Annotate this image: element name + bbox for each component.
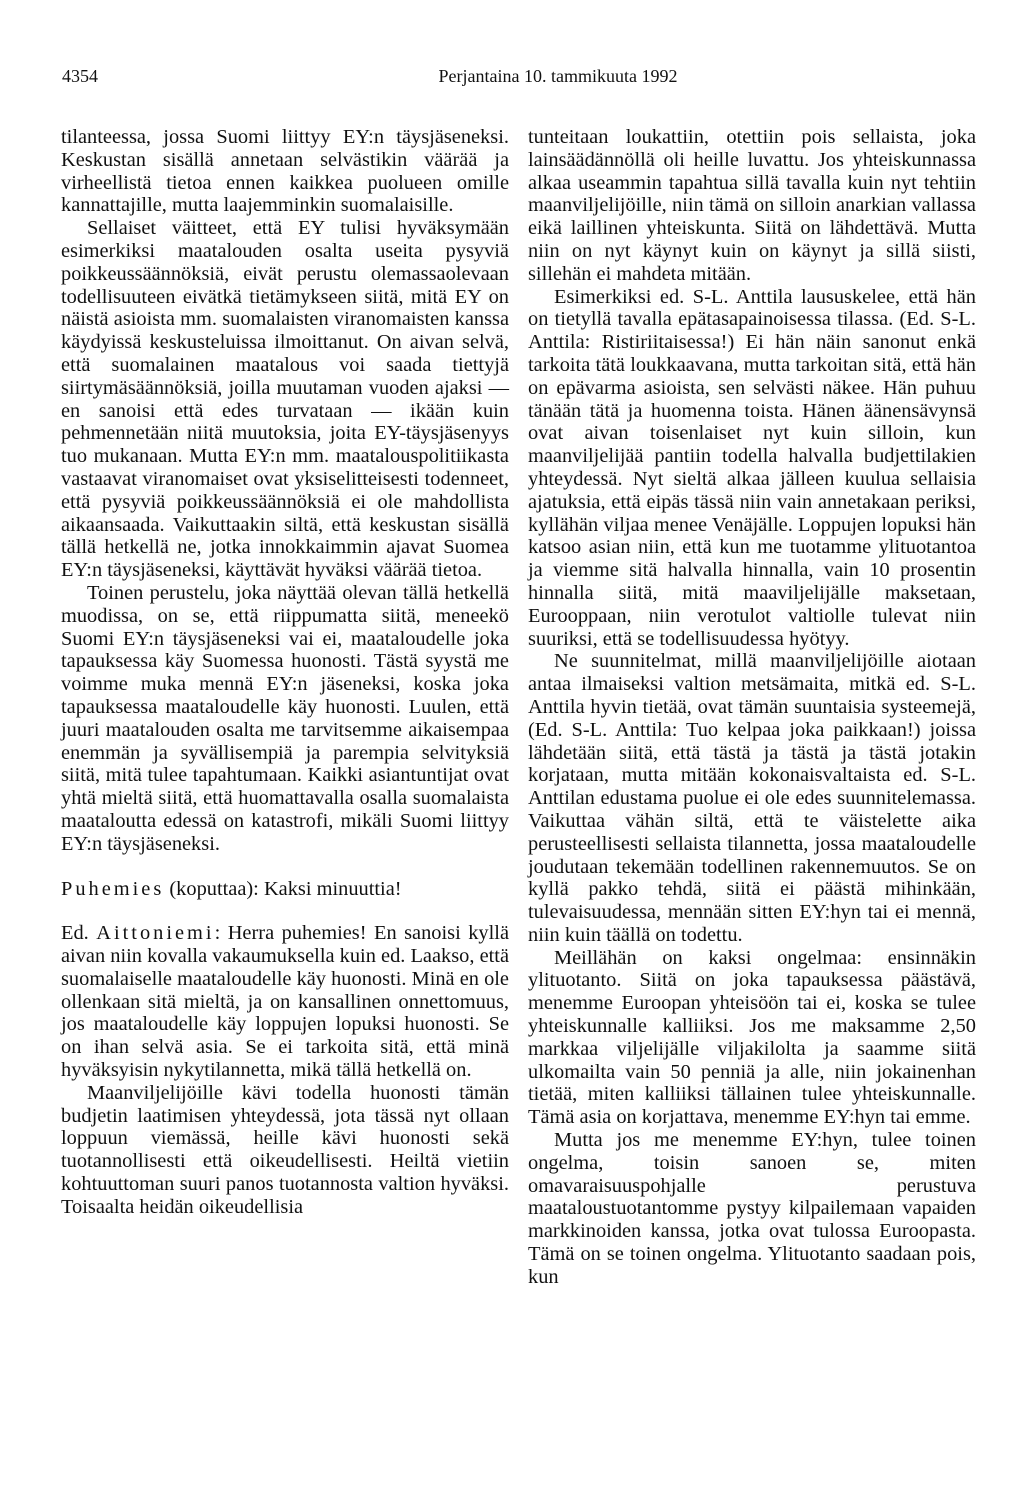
paragraph: Toinen perustelu, joka näyttää olevan tällä hetkellä muodissa, on se, että riippumatta siitä, meneekö Suomi EY:n täysjäseneksi vai ei, maataloudelle joka tapauksessa käy Suomessa huonosti. Tästä syystä me voimme muka mennä EY:n jäseneksi, koska joka tapauksessa maataloudelle käy huonosti. Luulen, että juuri maatalouden osalta me tarvitsemme aikaisempaa enemmän ja syvällisempiä ja parempia selvityksiä siitä, mitä tulee tapahtumaan. Kaikki asiantuntijat ovat yhtä mieltä siitä, että huomattavalla osalla suomalaista maataloutta edessä on katastrofi, mikäli Suomi liittyy EY:n täysjäseneksi. <box>61 581 509 855</box>
page-header <box>62 66 970 90</box>
paragraph: Esimerkiksi ed. S-L. Anttila laususkelee, että hän on tietyllä tavalla epätasapainoisessa tilassa. (Ed. S-L. Anttila: Ristiriitaisessa!) Ei hän näin sanonut enkä tarkoita tätä loukkaavana, mutta tarkoitan sitä, että hän on epävarma asioista, sen selvästi näkee. Hän puhuu tänään tätä ja huomenna toista. Hänen äänensävynsä ovat aivan toisenlaiset nyt kuin silloin, kun maanviljelijää pantiin todella halvalla budjettilakien yhteydessä. Nyt sieltä alkaa jälleen kuulua sellaisia ajatuksia, että eipäs tässä niin vain annetakaan periksi, kyllähän viljaa menee Venäjälle. Loppujen lopuksi hän katsoo asian niin, että kun me tuotamme ylituotantoa ja viemme sitä halvalla hinnalla, vain 10 prosentin hinnalla siitä, mitä maaviljelijälle maksetaan, Eurooppaan, niin verotulot valtiolle tulevat niin suuriksi, että se todellisuudessa hyötyy. <box>528 285 976 650</box>
paragraph: Maanviljelijöille kävi todella huonosti tämän budjetin laatimisen yhteydessä, jota tässä nyt ollaan loppuun viemässä, heille kävi huonosti sekä tuotannollisesti että oikeudellisesti. Heiltä vietiin kohtuuttoman suuri panos tuotannosta valtion hyväksi. Toisaalta heidän oikeudellisia <box>61 1081 509 1218</box>
paragraph: Ne suunnitelmat, millä maanviljelijöille aiotaan antaa ilmaiseksi valtion metsämaita, mitkä ed. S-L. Anttila hyvin tietää, ovat tämän suuntaisia systeemejä, (Ed. S-L. Anttila: Tuo kelpaa joka paikkaan!) joissa lähdetään siitä, että tästä ja tästä ja tästä jotakin korjataan, mutta mitään kokonaisvaltaista ed. S-L. Anttilan edustama puolue ei ole edes suunnitelemassa. Vaikuttaa vähän siltä, että te väistelette aika perusteellisesti sellaista tilannetta, jossa maataloudelle joudutaan tekemään todellinen rakennemuutos. Se on kyllä pakko tehdä, siitä ei päästä mihinkään, tulevaisuudessa, mennään sitten EY:hyn tai ei mennä, niin kuin täällä on todettu. <box>528 650 976 946</box>
left-column <box>61 126 509 1219</box>
speaker-turn <box>61 878 509 901</box>
running-head: Perjantaina 10. tammikuuta 1992 <box>438 66 678 86</box>
paragraph: tilanteessa, jossa Suomi liittyy EY:n täysjäseneksi. Keskustan sisällä annetaan selvästikin väärää ja virheellistä tietoa ennen kaikkea puolueen omille kannattajille, mutta laajemminkin suomalaisille. <box>61 126 509 217</box>
speaker-text: (koputtaa): Kaksi minuuttia! <box>164 877 402 900</box>
speaker-turn <box>61 922 509 1082</box>
speaker-name: Aittoniemi <box>96 922 215 945</box>
right-column <box>528 126 976 1289</box>
paragraph: Mutta jos me menemme EY:hyn, tulee toinen ongelma, toisin sanoen se, miten omavaraisuuspohjalle perustuva maataloustuotantomme pystyy kilpailemaan vapaiden markkinoiden kanssa, jotka ovat tulossa Euroopasta. Tämä on se toinen ongelma. Ylituotanto saadaan pois, kun <box>528 1129 976 1288</box>
speaker-name: Puhemies <box>61 877 165 900</box>
speaker-prefix: Ed. <box>61 922 97 945</box>
paragraph: Sellaiset väitteet, että EY tulisi hyväksymään esimerkiksi maatalouden osalta useita pysyviä poikkeussäännöksiä, eivät perustu olemassaolevaan todellisuuteen eivätkä tietämykseen siitä, mitä EY on näistä asioista mm. suomalaisten viranomaisten kanssa käydyissä keskusteluissa ilmoittanut. On aivan selvä, että suomalainen maatalous voi saada tiettyjä siirtymäsäännöksiä, joilla muutaman vuoden ajaksi — en sanoisi että edes turvataan — ikään kuin pehmennetään niitä muutoksia, joita EY-täysjäsenyys tuo mukanaan. Mutta EY:n mm. maatalouspolitiikasta vastaavat viranomaiset ovat yksiselitteisesti todenneet, että pysyviä poikkeussäännöksiä ei ole mahdollista aikaansaada. Vaikuttaakin siltä, että keskustan sisällä tällä hetkellä ne, jotka innokkaimmin ajavat Suomea EY:n täysjäseneksi, käyttävät hyväksi väärää tietoa. <box>61 217 509 582</box>
page-number: 4354 <box>62 66 98 86</box>
speaker-text: : Herra puhemies! En sanoisi kyllä aivan niin kovalla vakaumuksella kuin ed. Laakso, että suomalaiselle maataloudelle käy huonosti. Minä en ole ollenkaan sitä mieltä, ja on kansallinen onnettomuus, jos maataloudelle käy loppujen lopuksi huonosti. Se on ihan selvä asia. Se ei tarkoita sitä, että minä hyväksyisin nykytilannetta, mikä tällä hetkellä on. <box>61 922 509 1082</box>
paragraph: Meillähän on kaksi ongelmaa: ensinnäkin ylituotanto. Siitä on joka tapauksessa päästävä, menemme Euroopan yhteisöön tai ei, koska se tulee yhteiskunnalle kalliiksi. Jos me maksamme 2,50 markkaa viljelijälle viljakilolta ja saamme siitä ulkomailta vain 50 penniä ja alle, niin jokainenhan tietää, miten kalliiksi tällainen tulee yhteiskunnalle. Tämä asia on korjattava, menemme EY:hyn tai emme. <box>528 946 976 1129</box>
paragraph: tunteitaan loukattiin, otettiin pois sellaista, joka lainsäädännöllä oli heille luvattu. Jos yhteiskunnassa alkaa useammin tapahtua sillä tavalla kuin nyt tehtiin maanviljelijöille, niin tämä on silloin anarkian vallassa eikä laillinen yhteiskunta. Siitä on lähdettävä. Mutta niin on nyt käynyt kuin on käynyt ja sillä siisti, sillehän ei mahdeta mitään. <box>528 126 976 285</box>
